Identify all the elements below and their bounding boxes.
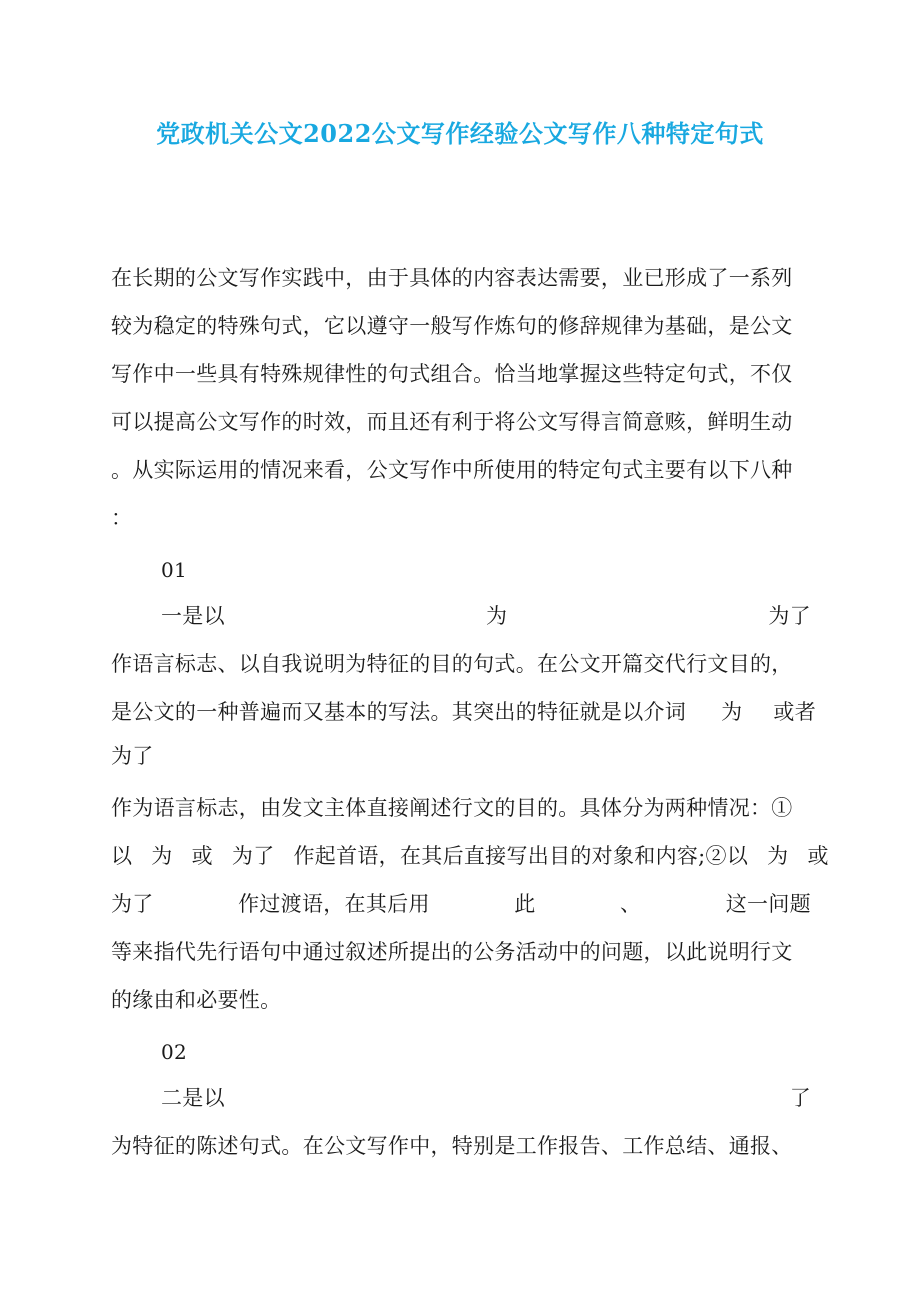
intro-line-4: 可以提高公文写作的时效，而且还有利于将公文写得言简意赅，鲜明生动 [111,410,793,434]
text-segment: 以 [111,844,133,868]
section1-line-4: 为了 [111,744,154,768]
text-segment: 作起首语，在其后直接写出目的对象和内容;②以 [293,844,749,868]
text-segment: 为 [767,844,789,868]
intro-line-6: ： [111,506,133,530]
text-segment: 一是以 [161,604,225,628]
section2-line-1 [111,1074,811,1122]
text-segment: 为了 [231,844,275,868]
text-segment: 或 [807,844,829,868]
text-segment: 作过渡语，在其后用 [238,892,430,916]
text-segment: 为 [721,700,743,724]
intro-line-3: 写作中一些具有特殊规律性的句式组合。恰当地掌握这些特定句式，不仅 [111,362,793,386]
text-segment: 、 [619,892,642,916]
section1-line-2: 作语言标志、以自我说明为特征的目的句式。在公文开篇交代行文目的， [111,652,793,676]
section-number-02: 02 [161,1040,188,1064]
document-title: 党政机关公文2022公文写作经验公文写作八种特定句式 [156,119,764,148]
text-segment: 为 [151,844,173,868]
section1-line-3 [111,688,816,736]
section1-line-6 [111,832,829,880]
text-segment: 为了 [768,604,811,628]
text-segment: 是公文的一种普遍而又基本的写法。其突出的特征就是以介词 [111,700,687,724]
text-segment: 或者 [773,700,816,724]
text-segment: 为 [485,604,508,628]
text-segment: 为了 [111,892,154,916]
intro-line-5: 。从实际运用的情况来看，公文写作中所使用的特定句式主要有以下八种 [111,458,793,482]
intro-line-1: 在长期的公文写作实践中，由于具体的内容表达需要，业已形成了一系列 [111,266,793,290]
section-number-01: 01 [161,558,188,582]
intro-line-2: 较为稳定的特殊句式，它以遵守一般写作炼句的修辞规律为基础，是公文 [111,314,793,338]
text-segment: 此 [514,892,536,916]
section1-line-1 [111,592,811,640]
section2-line-2: 为特征的陈述句式。在公文写作中，特别是工作报告、工作总结、通报、 [111,1134,793,1158]
text-segment: 这一问题 [725,892,811,916]
section1-line-7 [111,880,811,928]
section1-line-9: 的缘由和必要性。 [111,988,282,1012]
section1-line-8: 等来指代先行语句中通过叙述所提出的公务活动中的问题，以此说明行文 [111,940,793,964]
text-segment: 了 [789,1086,811,1110]
section1-line-5: 作为语言标志，由发文主体直接阐述行文的目的。具体分为两种情况：① [111,796,793,820]
text-segment: 二是以 [161,1086,225,1110]
text-segment: 或 [191,844,213,868]
